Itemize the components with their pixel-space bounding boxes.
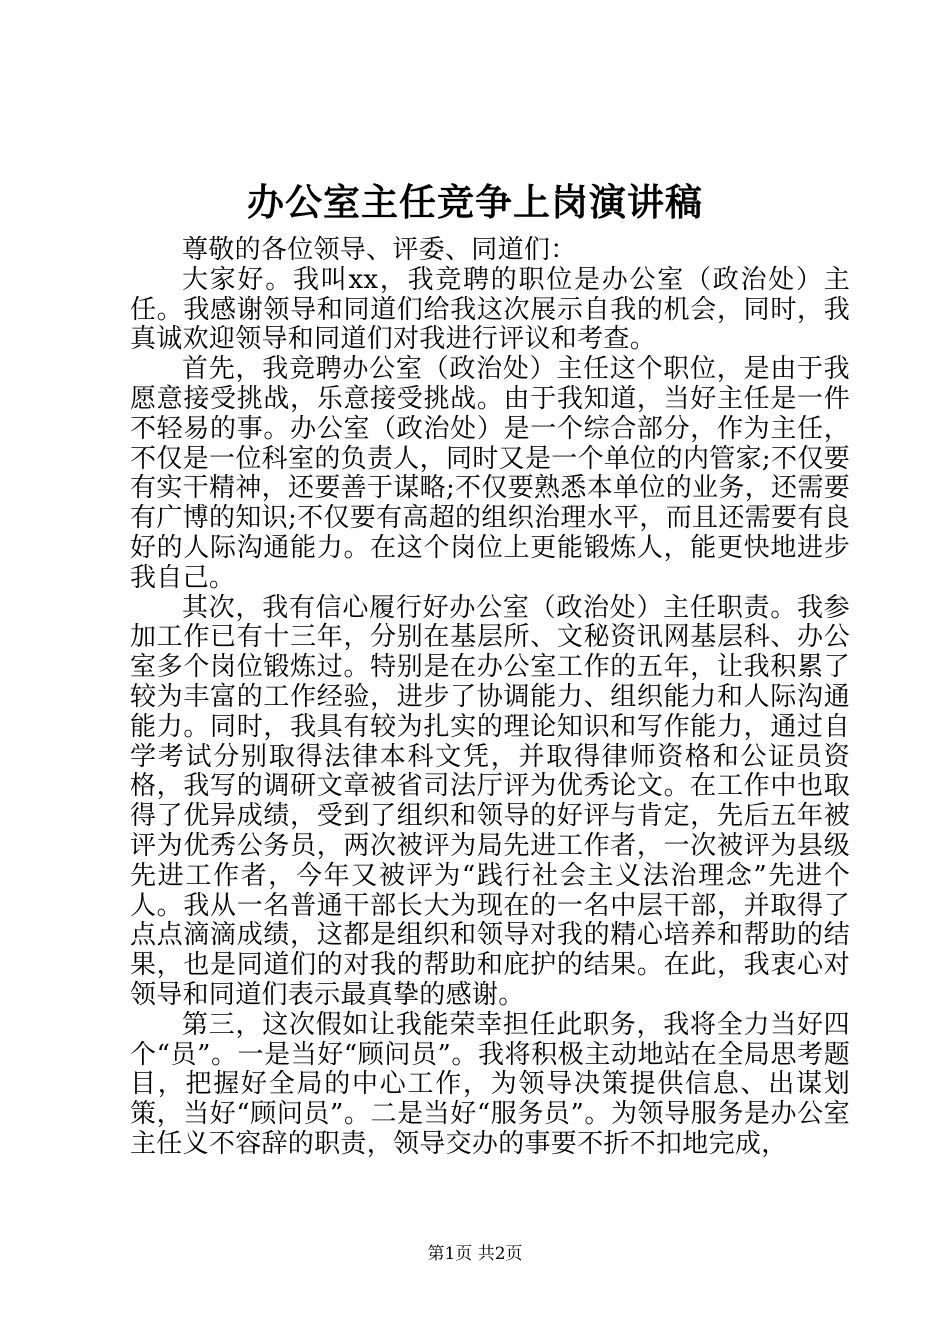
salutation-paragraph: 尊敬的各位领导、评委、同道们： bbox=[182, 235, 577, 265]
page-number-footer: 第1页 共2页 bbox=[427, 1244, 523, 1264]
document-body bbox=[130, 236, 850, 1160]
body-paragraph: 大家好。我叫xx，我竞聘的职位是办公室（政治处）主任。我感谢领导和同道们给我这次展示自我的机会，同时，我真诚欢迎领导和同道们对我进行评议和考查。 bbox=[130, 264, 850, 355]
body-paragraph: 第三，这次假如让我能荣幸担任此职务，我将全力当好四个“员”。一是当好“顾问员”。我将积极主动地站在全局思考题目，把握好全局的中心工作，为领导决策提供信息、出谋划策，当好“顾问员”。二是当好“服务员”。为领导服务是办公室主任义不容辞的职责，领导交办的事要不折不扣地完成， bbox=[130, 1009, 850, 1159]
body-paragraph: 其次，我有信心履行好办公室（政治处）主任职责。我参加工作已有十三年，分别在基层所、文秘资讯网基层科、办公室多个岗位锻炼过。特别是在办公室工作的五年，让我积累了较为丰富的工作经验，进步了协调能力、组织能力和人际沟通能力。同时，我具有较为扎实的理论知识和写作能力，通过自学考试分别取得法律本科文凭，并取得律师资格和公证员资格，我写的调研文章被省司法厅评为优秀论文。在工作中也取得了优异成绩，受到了组织和领导的好评与肯定，先后五年被评为优秀公务员，两次被评为局先进工作者，一次被评为县级先进工作者，今年又被评为“践行社会主义法治理念”先进个人。我从一名普通干部长大为现在的一名中层干部，并取得了点点滴滴成绩，这都是组织和领导对我的精心培养和帮助的结果，也是同道们的对我的帮助和庇护的结果。在此，我衷心对领导和同道们表示最真挚的感谢。 bbox=[130, 592, 850, 1010]
document-title: 办公室主任竞争上岗演讲稿 bbox=[247, 180, 703, 224]
body-paragraph: 首先，我竞聘办公室（政治处）主任这个职位，是由于我愿意接受挑战，乐意接受挑战。由于我知道，当好主任是一件不轻易的事。办公室（政治处）是一个综合部分，作为主任，不仅是一位科室的负责人，同时又是一个单位的内管家;不仅要有实干精神，还要善于谋略;不仅要熟悉本单位的业务，还需要有广博的知识;不仅要有高超的组织治理水平，而且还需要有良好的人际沟通能力。在这个岗位上更能锻炼人，能更快地进步我自己。 bbox=[130, 354, 850, 593]
